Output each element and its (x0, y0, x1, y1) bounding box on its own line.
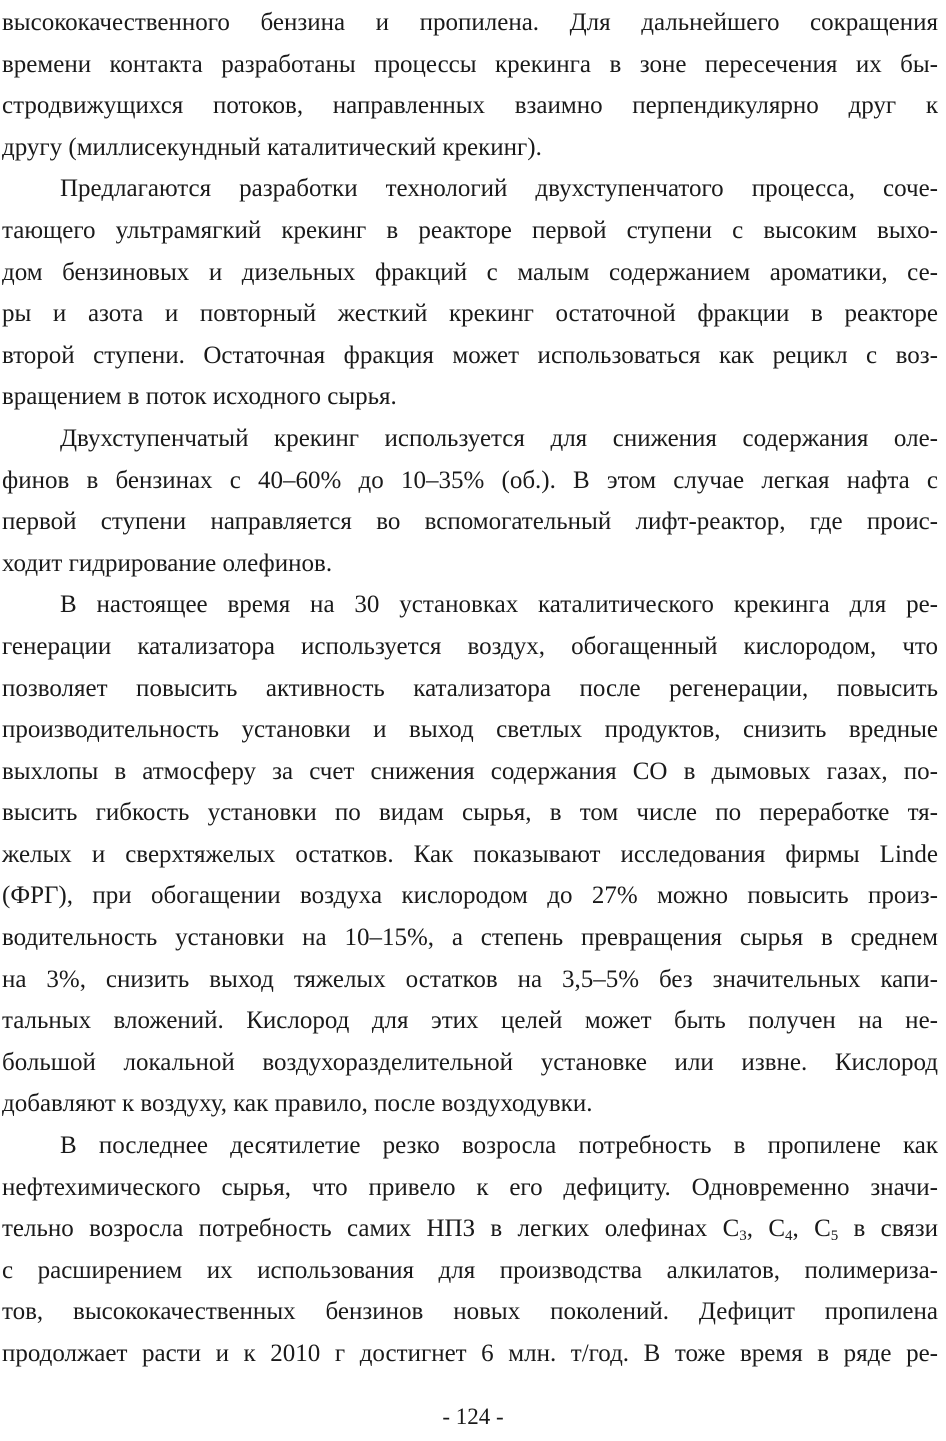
text-line: В настоящее время на 30 установках каталитического крекинга для ре- (60, 591, 938, 619)
text-line: ходит гидрирование олефинов. (2, 549, 333, 577)
text-line: высить гибкость установки по видам сырья, в том числе по переработке тя- (2, 799, 938, 827)
text-line: позволяет повысить активность катализатора после регенерации, повысить (2, 674, 938, 702)
paragraph (2, 418, 938, 584)
text-line: дом бензиновых и дизельных фракций с малым содержанием ароматики, се- (2, 258, 938, 286)
text-fragment: , C (746, 1215, 786, 1243)
text-line: выхлопы в атмосферу за счет снижения содержания CO в дымовых газах, по- (2, 757, 938, 785)
paragraph (2, 1125, 938, 1375)
text-line: генерации катализатора используется воздух, обогащенный кислородом, что (2, 632, 938, 660)
text-line: стродвижущихся потоков, направленных взаимно перпендикулярно друг к (2, 92, 938, 120)
text-line: тальных вложений. Кислород для этих целей может быть получен на не- (2, 1007, 938, 1035)
paragraph (2, 168, 938, 418)
text-line: В последнее десятилетие резко возросла потребность в пропилене как (60, 1132, 938, 1160)
text-fragment: , C (792, 1215, 831, 1243)
text-line: добавляют к воздуху, как правило, после воздуходувки. (2, 1090, 593, 1118)
text-line: производительность установки и выход светлых продуктов, снизить вредные (2, 716, 938, 744)
text-line: другу (миллисекундный каталитический крекинг). (2, 133, 542, 161)
text-line: Двухступенчатый крекинг используется для снижения содержания оле- (60, 424, 938, 452)
text-line: водительность установки на 10–15%, а степень превращения сырья в среднем (2, 924, 938, 952)
text-line: Предлагаются разработки технологий двухступенчатого процесса, соче- (60, 175, 938, 203)
text-line: первой ступени направляется во вспомогательный лифт-реактор, где проис- (2, 508, 938, 536)
text-line: тов, высококачественных бензинов новых поколений. Дефицит пропилена (2, 1298, 938, 1326)
subscript: 4 (785, 1228, 793, 1245)
text-line-with-subscripts (2, 1208, 938, 1250)
text-line: финов в бензинах с 40–60% до 10–35% (об.). В этом случае легкая нафта с (2, 466, 938, 494)
text-line: высококачественного бензина и пропилена. Для дальнейшего сокращения (2, 9, 938, 36)
text-line: с расширением их использования для производства алкилатов, полимериза- (2, 1256, 938, 1284)
text-line: нефтехимического сырья, что привело к его дефициту. Одновременно значи- (2, 1173, 938, 1201)
text-fragment: в связи (838, 1215, 938, 1243)
paragraph (2, 584, 938, 1125)
text-line: на 3%, снизить выход тяжелых остатков на 3,5–5% без значительных капи- (2, 965, 938, 993)
subscript: 3 (739, 1228, 747, 1245)
subscript: 5 (830, 1228, 839, 1245)
text-line: (ФРГ), при обогащении воздуха кислородом до 27% можно повысить произ- (2, 882, 938, 910)
text-line: вращением в поток исходного сырья. (2, 383, 397, 411)
text-line: времени контакта разработаны процессы крекинга в зоне пересечения их бы- (2, 50, 938, 78)
text-line: большой локальной воздухоразделительной установке или извне. Кислород (2, 1048, 938, 1076)
text-fragment: тельно возросла потребность самих НПЗ в легких олефинах C (2, 1215, 740, 1243)
text-line: желых и сверхтяжелых остатков. Как показывают исследования фирмы Linde (2, 840, 938, 868)
text-line: продолжает расти и к 2010 г достигнет 6 млн. т/год. В тоже время в ряде ре- (2, 1340, 938, 1367)
text-line: тающего ультрамягкий крекинг в реакторе первой ступени с высоким выхо- (2, 216, 938, 244)
paragraph (2, 2, 938, 168)
body-text (2, 2, 938, 1375)
text-line: второй ступени. Остаточная фракция может использоваться как рецикл с воз- (2, 341, 938, 369)
text-line: ры и азота и повторный жесткий крекинг остаточной фракции в реакторе (2, 300, 938, 328)
page-number: - 124 - (442, 1404, 504, 1429)
